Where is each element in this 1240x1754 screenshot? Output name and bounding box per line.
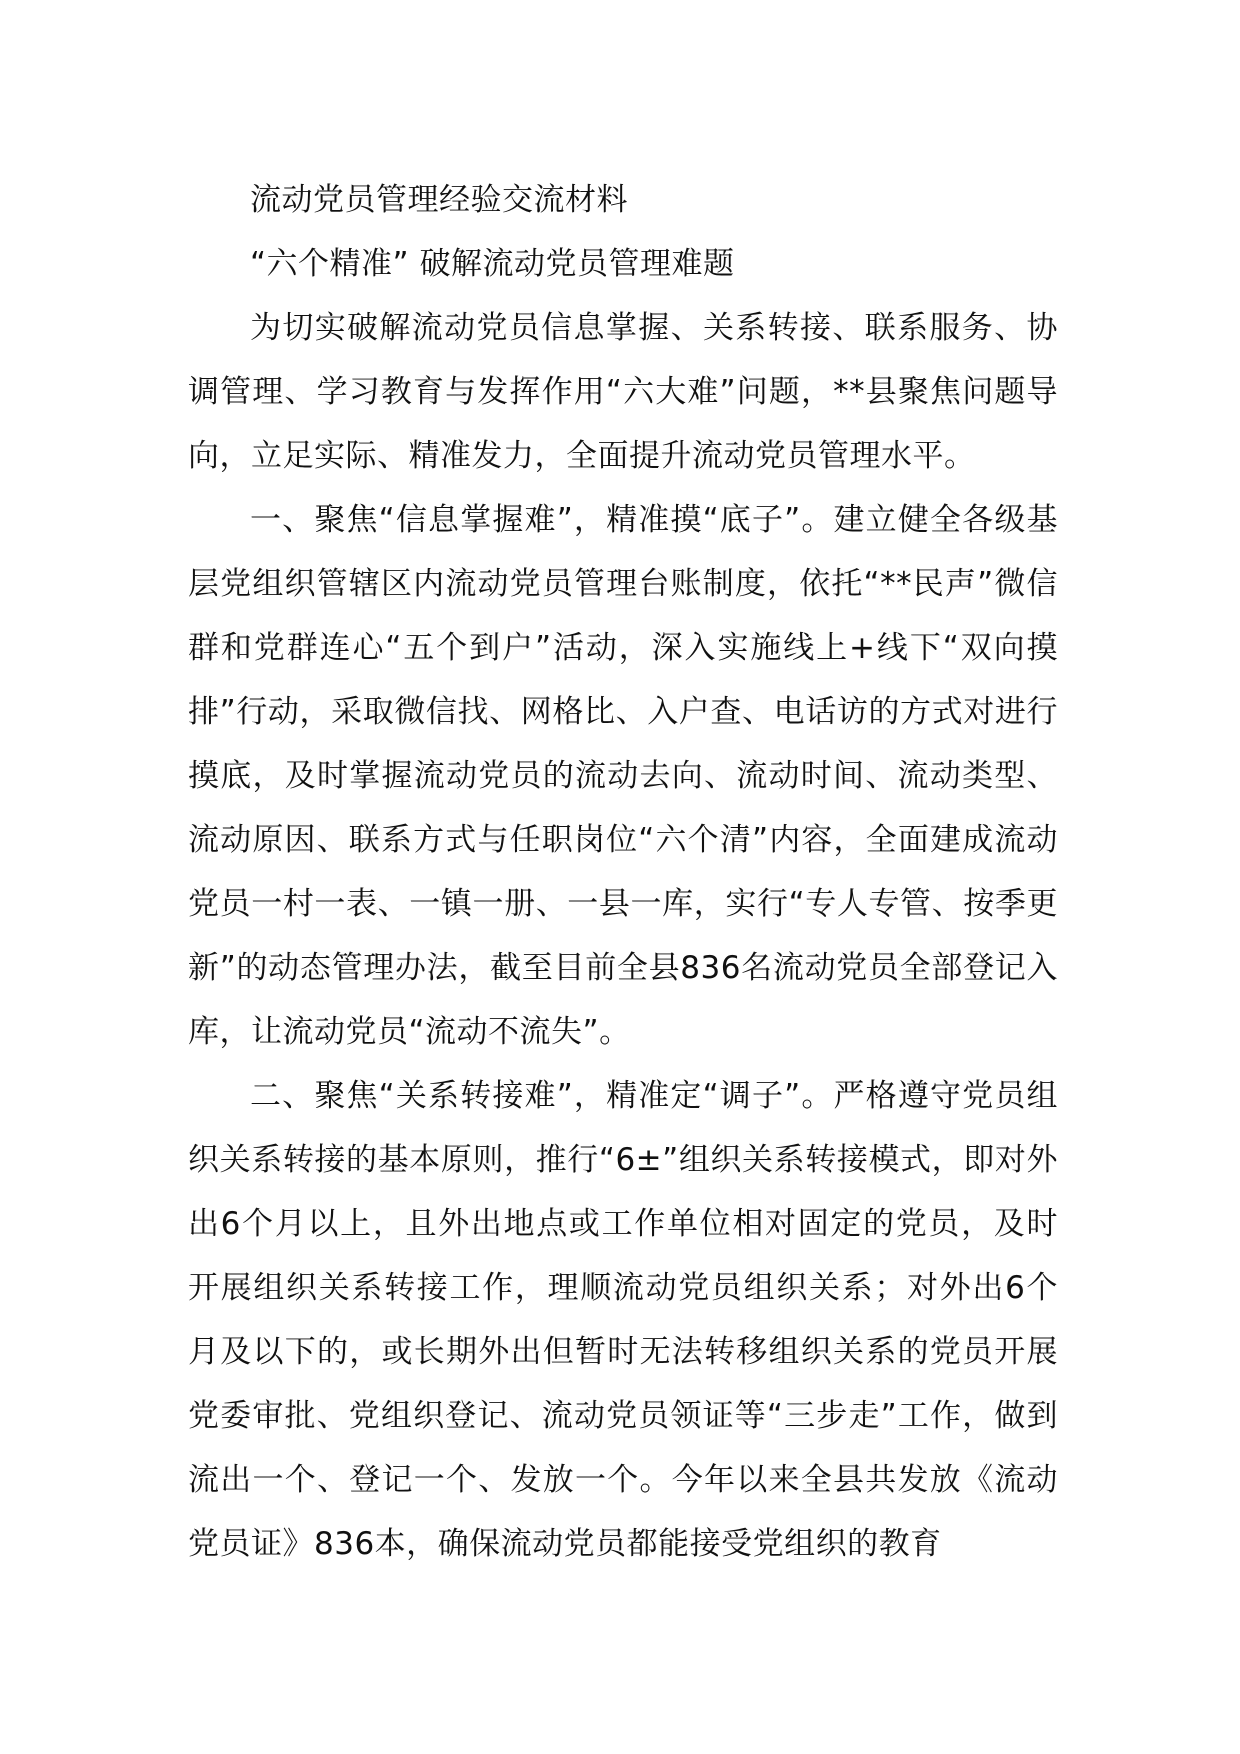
document-body bbox=[188, 168, 1058, 1576]
document-subtitle: “六个精准” 破解流动党员管理难题 bbox=[250, 246, 735, 282]
document-title: 流动党员管理经验交流材料 bbox=[250, 182, 628, 218]
paragraph-section-2: 二、聚焦“关系转接难”，精准定“调子”。严格遵守党员组织关系转接的基本原则，推行“6±”组织关系转接模式，即对外出6个月以上，且外出地点或工作单位相对固定的党员，及时开展组织关系转接工作，理顺流动党员组织关系；对外出6个月及以下的，或长期外出但暂时无法转移组织关系的党员开展党委审批、党组织登记、流动党员领证等“三步走”工作，做到流出一个、登记一个、发放一个。今年以来全县共发放《流动党员证》836本，确保流动党员都能接受党组织的教育 bbox=[188, 1078, 1058, 1562]
paragraph-section-1: 一、聚焦“信息掌握难”，精准摸“底子”。建立健全各级基层党组织管辖区内流动党员管理台账制度，依托“**民声”微信群和党群连心“五个到户”活动，深入实施线上+线下“双向摸排”行动，采取微信找、网格比、入户查、电话访的方式对进行摸底，及时掌握流动党员的流动去向、流动时间、流动类型、流动原因、联系方式与任职岗位“六个清”内容，全面建成流动党员一村一表、一镇一册、一县一库，实行“专人专管、按季更新”的动态管理办法，截至目前全县836名流动党员全部登记入库，让流动党员“流动不流失”。 bbox=[188, 502, 1058, 1050]
paragraph-intro: 为切实破解流动党员信息掌握、关系转接、联系服务、协调管理、学习教育与发挥作用“六大难”问题，**县聚焦问题导向，立足实际、精准发力，全面提升流动党员管理水平。 bbox=[188, 310, 1058, 474]
